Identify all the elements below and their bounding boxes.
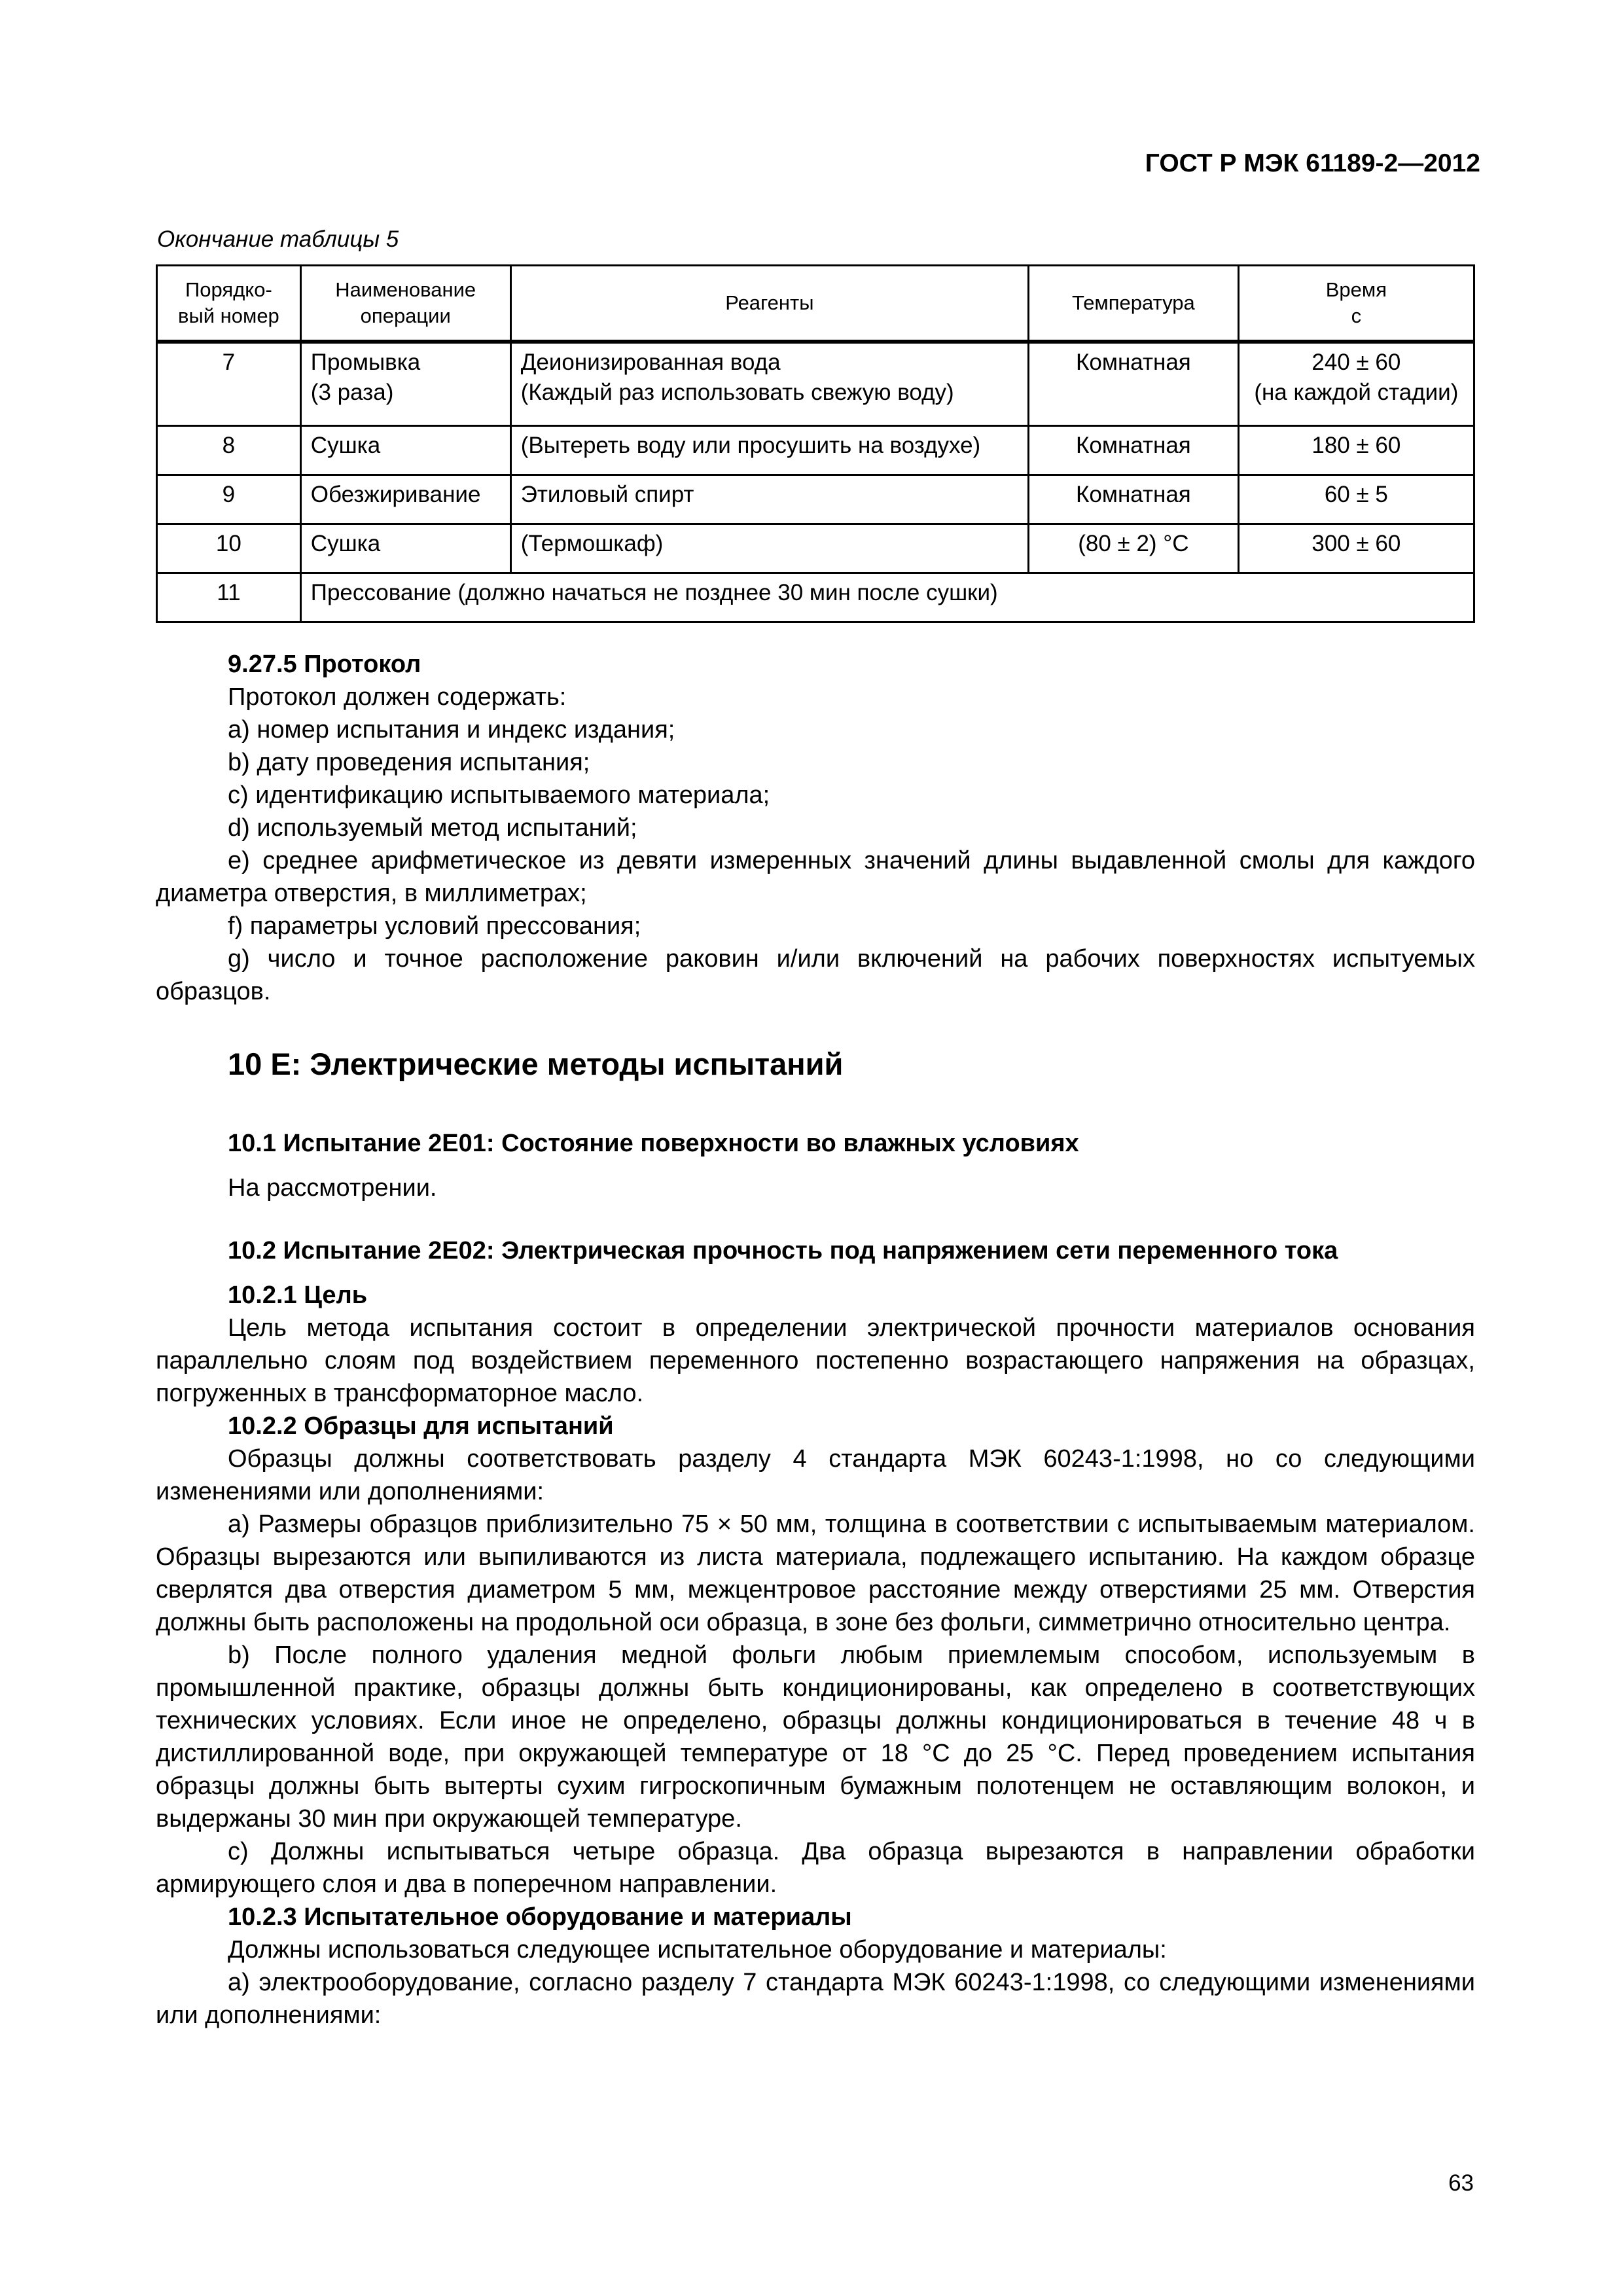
protocol-heading: 9.27.5 Протокол — [228, 651, 421, 678]
section-10-1 — [156, 1127, 1475, 1204]
standard-header: ГОСТ Р МЭК 61189-2—2012 — [1145, 149, 1480, 177]
section-10-2 — [156, 1234, 1475, 2032]
section-title: 10 Е: Электрические методы испытаний — [228, 1047, 844, 1081]
cell-operation: Сушка — [300, 426, 510, 475]
paragraph: Должны использоваться следующее испытательное оборудование и материалы: — [228, 1936, 1167, 1964]
cell-num: 11 — [157, 573, 301, 622]
header-num: Порядко- вый номер — [157, 266, 301, 342]
subsection-heading: 10.2 Испытание 2Е02: Электрическая прочность под напряжением сети переменного тока — [228, 1237, 1338, 1265]
list-item: f) параметры условий прессования; — [228, 912, 641, 940]
table-row — [157, 573, 1474, 622]
table-row — [157, 475, 1474, 524]
paragraph: b) После полного удаления медной фольги любым приемлемым способом, используемым в промышленной практике, образцы должны быть кондиционированы, как определено в соответствующих технических условиях. Если иное не определено, образцы должны кондиционироваться в течение 48 ч в дистиллированной воде, при окружающей температуре от 18 °С до 25 °С. Перед проведением испытания образцы должны быть вытерты сухим гигроскопичным бумажным полотенцем не оставляющим волокон, и выдержаны 30 мин при окружающей температуре. — [156, 1641, 1475, 1833]
table-row — [157, 524, 1474, 573]
table-row — [157, 342, 1474, 426]
table-header-row — [157, 266, 1474, 342]
subsection-heading: 10.2.1 Цель — [228, 1282, 368, 1309]
header-time: Время с — [1238, 266, 1474, 342]
cell-reagent: Деионизированная вода (Каждый раз использовать свежую воду) — [510, 342, 1028, 426]
cell-merged: Прессование (должно начаться не позднее 30 мин после сушки) — [300, 573, 1474, 622]
cell-temperature: Комнатная — [1029, 475, 1239, 524]
protocol-intro: Протокол должен содержать: — [228, 683, 567, 711]
table-caption: Окончание таблицы 5 — [157, 226, 399, 252]
protocol-section — [156, 648, 1475, 1008]
list-item: е) среднее арифметическое из девяти измеренных значений длины выдавленной смолы для каждого диаметра отверстия, в миллиметрах; — [156, 847, 1475, 907]
cell-temperature: (80 ± 2) °С — [1029, 524, 1239, 573]
cell-num: 8 — [157, 426, 301, 475]
cell-time: 180 ± 60 — [1238, 426, 1474, 475]
paragraph: Образцы должны соответствовать разделу 4 стандарта МЭК 60243-1:1998, но со следующими изменениями или дополнениями: — [156, 1445, 1475, 1505]
list-item: g) число и точное расположение раковин и/или включений на рабочих поверхностях испытуемых образцов. — [156, 945, 1475, 1005]
paragraph: а) Размеры образцов приблизительно 75 × 50 мм, толщина в соответствии с испытываемым материалом. Образцы вырезаются или выпиливаются из листа материала, подлежащего испытанию. На каждом образце сверлятся два отверстия диаметром 5 мм, межцентровое расстояние между отверстиями 25 мм. Отверстия должны быть расположены на продольной оси образца, в зоне без фольги, симметрично относительно центра. — [156, 1511, 1475, 1636]
paragraph: Цель метода испытания состоит в определении электрической прочности материалов основания параллельно слоям под воздействием переменного постепенно возрастающего напряжения на образцах, погруженных в трансформаторное масло. — [156, 1314, 1475, 1407]
paragraph: с) Должны испытываться четыре образца. Два образца вырезаются в направлении обработки армирующего слоя и два в поперечном направлении. — [156, 1838, 1475, 1898]
list-item: b) дату проведения испытания; — [228, 749, 590, 776]
cell-reagent: (Термошкаф) — [510, 524, 1028, 573]
cell-temperature: Комнатная — [1029, 426, 1239, 475]
cell-time: 240 ± 60 (на каждой стадии) — [1238, 342, 1474, 426]
cell-operation: Сушка — [300, 524, 510, 573]
cell-num: 9 — [157, 475, 301, 524]
list-item: с) идентификацию испытываемого материала; — [228, 781, 770, 809]
process-table — [156, 264, 1475, 623]
subsection-heading: 10.2.3 Испытательное оборудование и материалы — [228, 1903, 852, 1931]
cell-num: 7 — [157, 342, 301, 426]
header-operation: Наименование операции — [300, 266, 510, 342]
cell-operation: Обезжиривание — [300, 475, 510, 524]
cell-time: 60 ± 5 — [1238, 475, 1474, 524]
paragraph: а) электрооборудование, согласно разделу 7 стандарта МЭК 60243-1:1998, со следующими изменениями или дополнениями: — [156, 1969, 1475, 2029]
subsection-heading: 10.2.2 Образцы для испытаний — [228, 1412, 614, 1440]
header-reagents: Реагенты — [510, 266, 1028, 342]
subsection-heading: 10.1 Испытание 2Е01: Состояние поверхности во влажных условиях — [228, 1130, 1079, 1157]
table-row — [157, 426, 1474, 475]
header-temperature: Температура — [1029, 266, 1239, 342]
cell-operation: Промывка (3 раза) — [300, 342, 510, 426]
cell-reagent: (Вытереть воду или просушить на воздухе) — [510, 426, 1028, 475]
paragraph: На рассмотрении. — [228, 1174, 437, 1202]
cell-reagent: Этиловый спирт — [510, 475, 1028, 524]
list-item: а) номер испытания и индекс издания; — [228, 716, 675, 744]
cell-temperature: Комнатная — [1029, 342, 1239, 426]
cell-time: 300 ± 60 — [1238, 524, 1474, 573]
cell-num: 10 — [157, 524, 301, 573]
page-number: 63 — [1448, 2170, 1474, 2196]
list-item: d) используемый метод испытаний; — [228, 814, 637, 842]
